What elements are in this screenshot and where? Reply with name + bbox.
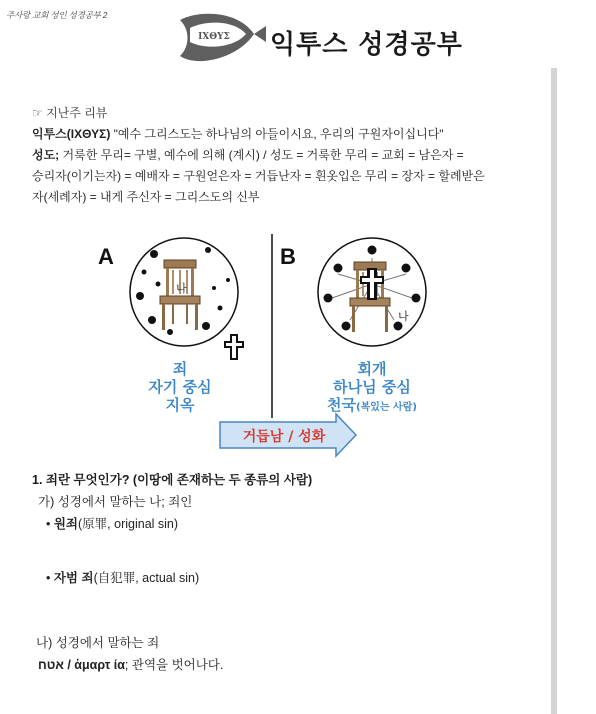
- greek-hebrew-term: אטח / ἁμαρτ ία: [38, 658, 125, 672]
- person-b-label: 나: [398, 310, 409, 323]
- ichthys-fish-logo: [176, 12, 268, 64]
- arrow-text: 거듭남 / 성화: [242, 429, 326, 445]
- b-text-repentance: 회개: [357, 360, 387, 378]
- review-line-4: 자(세례자) = 내게 주신자 = 그리스도의 신부: [32, 190, 260, 204]
- bullet-dot-1: •: [46, 517, 54, 531]
- original-sin-rest: (原罪, original sin): [78, 517, 179, 531]
- term-ichthys: 익투스(ΙΧΘΥΣ): [32, 127, 111, 141]
- review-line-saints: [32, 145, 547, 166]
- sin-vs-grace-diagram: [88, 228, 443, 460]
- section1-heading: 1. 죄란 무엇인가? (이땅에 존재하는 두 종류의 사람): [32, 473, 313, 487]
- section1-na: 나) 성경에서 말하는 죄: [36, 636, 160, 650]
- term-saints: 성도;: [32, 148, 60, 162]
- a-text-hell: 지옥: [165, 396, 195, 414]
- bullet-actual-sin: [46, 568, 199, 586]
- page-title: 익투스 성경공부: [270, 30, 463, 60]
- ichthys-text: "예수 그리스도는 하나님의 아들이시요, 우리의 구원자이십니다": [110, 127, 444, 141]
- label-a: A: [98, 244, 114, 269]
- bullet-dot-2: •: [46, 571, 54, 585]
- greek-hebrew-rest: ; 관역을 벗어나다.: [124, 658, 224, 672]
- b-text-heaven-main: 천국: [327, 396, 357, 414]
- b-text-heaven-sub: (복있는 사람): [356, 402, 417, 413]
- label-b: B: [280, 244, 296, 269]
- original-sin-term: 원죄: [53, 517, 79, 531]
- cross-a-icon: [224, 334, 244, 360]
- actual-sin-rest: (自犯罪, actual sin): [93, 571, 200, 585]
- b-text-heaven: [327, 396, 417, 414]
- a-text-sin: 죄: [172, 360, 188, 378]
- scrollbar[interactable]: [551, 68, 557, 714]
- actual-sin-term: 자범 죄: [53, 571, 94, 585]
- review-line-ichthys: [32, 124, 547, 145]
- greek-hebrew-line: [38, 655, 223, 673]
- chair-a-label: 나: [176, 282, 187, 295]
- review-line-3: 승리자(이기는자) = 예배자 = 구원얻은자 = 거듭난자 = 흰옷입은 무리 = 장자 = 할례받은: [32, 169, 485, 183]
- series-label: 주사랑 교회 성인 성경공부 2: [6, 10, 108, 20]
- review-heading: ☞ 지난주 리뷰: [32, 106, 108, 120]
- saints-text: 거룩한 무리= 구별, 예수에 의해 (계시) / 성도 = 거룩한 무리 = 교회 = 남은자 =: [59, 148, 464, 162]
- bullet-original-sin: [46, 514, 178, 532]
- section1-ga: 가) 성경에서 말하는 나; 죄인: [38, 495, 193, 509]
- b-text-god-centered: 하나님 중심: [333, 378, 411, 396]
- a-text-self-centered: 자기 중심: [148, 378, 212, 396]
- logo-text: IXΘΥΣ: [198, 32, 230, 42]
